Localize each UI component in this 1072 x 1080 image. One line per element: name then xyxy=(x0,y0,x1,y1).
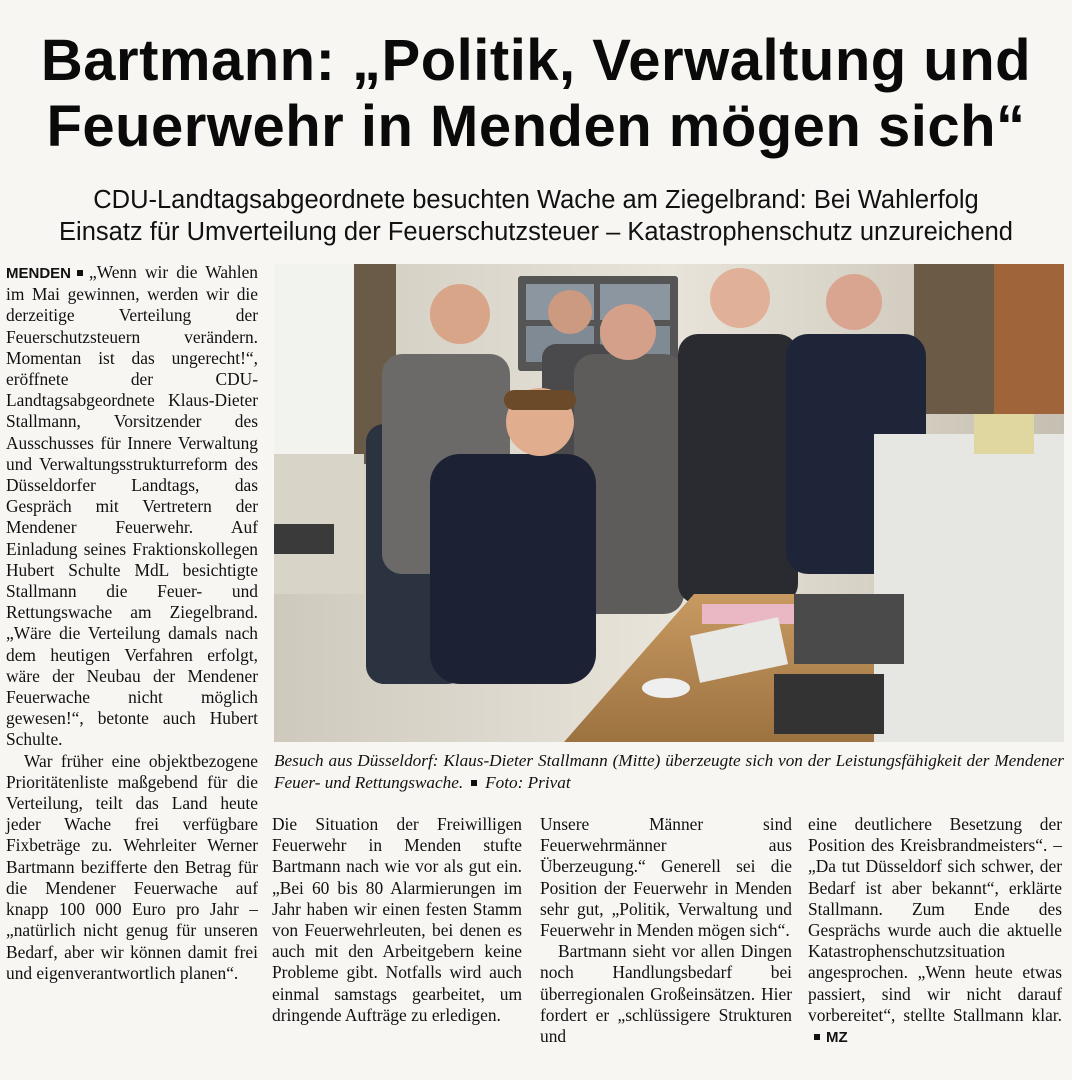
photo-illustration xyxy=(274,264,1064,742)
article-photo xyxy=(274,264,1064,742)
paragraph: eine deutlichere Besetzung der Position des Kreisbrandmeisters“. – „Da tut Düsseldorf sich schwer, der Bedarf ist aber bekannt“, erklärte Stallmann. Zum Ende des Gesprächs wurde auch die aktuelle Katastrophenschutzsituation angesprochen. „Wenn heute etwas passiert, sind wir nicht darauf vorbereitet“, stellte Stallmann klar. xyxy=(808,814,1062,1025)
headline xyxy=(0,28,1072,160)
dateline: MENDEN xyxy=(6,265,72,282)
caption-text: Besuch aus Düsseldorf: Klaus-Dieter Stallmann (Mitte) überzeugte sich von der Leistungsfähigkeit der Mendener Feuer- und Rettungswache. xyxy=(274,751,1064,792)
article-column-3 xyxy=(540,814,792,1047)
paragraph: Unsere Männer sind Feuerwehrmänner aus Überzeugung.“ Generell sei die Position der Feuerwehr in Menden sehr gut, „Politik, Verwaltung und Feuerwehr in Menden mögen sich“. xyxy=(540,814,792,941)
subheadline-line-1: CDU-Landtagsabgeordnete besuchten Wache am Ziegelbrand: Bei Wahlerfolg xyxy=(93,186,979,214)
paragraph: Die Situation der Freiwilligen Feuerwehr in Menden stufte Bartmann nach wie vor als gut ein. „Bei 60 bis 80 Alarmierungen im Jahr haben wir einen festen Stamm von Feuerwehrleuten, bei denen es auch mit den Arbeitgebern keine Probleme gibt. Notfalls wird auch einmal samstags gearbeitet, um dringende Aufträge zu erledigen. xyxy=(272,814,522,1025)
subheadline-line-2: Einsatz für Umverteilung der Feuerschutzsteuer – Katastrophenschutz unzureichend xyxy=(59,218,1013,246)
headline-line-2: Feuerwehr in Menden mögen sich“ xyxy=(46,94,1026,159)
author-signature: MZ xyxy=(826,1029,848,1047)
article-column-2 xyxy=(272,814,522,1026)
end-mark-square-icon xyxy=(814,1034,820,1040)
photo-credit: Foto: Privat xyxy=(485,773,571,792)
headline-line-1: Bartmann: „Politik, Verwaltung und xyxy=(40,28,1032,93)
bullet-square-icon xyxy=(77,270,83,276)
article-column-1 xyxy=(6,262,258,984)
article-column-4 xyxy=(808,814,1062,1048)
paragraph: Bartmann sieht vor allen Dingen noch Handlungsbedarf bei überregionalen Großeinsätzen. Hier fordert er „schlüssigere Strukturen und xyxy=(540,941,792,1047)
paragraph: War früher eine objektbezogene Prioritätenliste maßgebend für die Verteilung, teilt das Land heute jeder Wache frei verfügbare Fixbeträge zu. Wehrleiter Werner Bartmann bezifferte den Betrag für die Mendener Feuerwache auf knapp 100 000 Euro pro Jahr – „natürlich nicht genug für unseren Bedarf, aber wir können damit frei und eigenverantwortlich planen“. xyxy=(6,750,258,983)
photo-caption xyxy=(274,750,1064,794)
paragraph: „Wenn wir die Wahlen im Mai gewinnen, werden wir die derzeitige Verteilung der Feuerschutzsteuern verändern. Momentan ist das ungerecht!“, eröffnete der CDU-Landtagsabgeordnete Klaus-Dieter Stallmann, Vorsitzender des Ausschusses für Innere Verwaltung und Verwaltungsstrukturreform des Düsseldorfer Landtags, das Gespräch mit Vertretern der Mendener Feuerwehr. Auf Einladung seines Fraktionskollegen Hubert Schulte MdL besichtigte Stallmann die Feuer- und Rettungswache am Ziegelbrand. „Wäre die Verteilung damals nach dem heutigen Verfahren erfolgt, wäre der Neubau der Mendener Feuerwache nicht möglich gewesen!“, betonte auch Hubert Schulte. xyxy=(6,262,258,750)
bullet-square-icon xyxy=(471,780,477,786)
subheadline xyxy=(0,184,1072,248)
